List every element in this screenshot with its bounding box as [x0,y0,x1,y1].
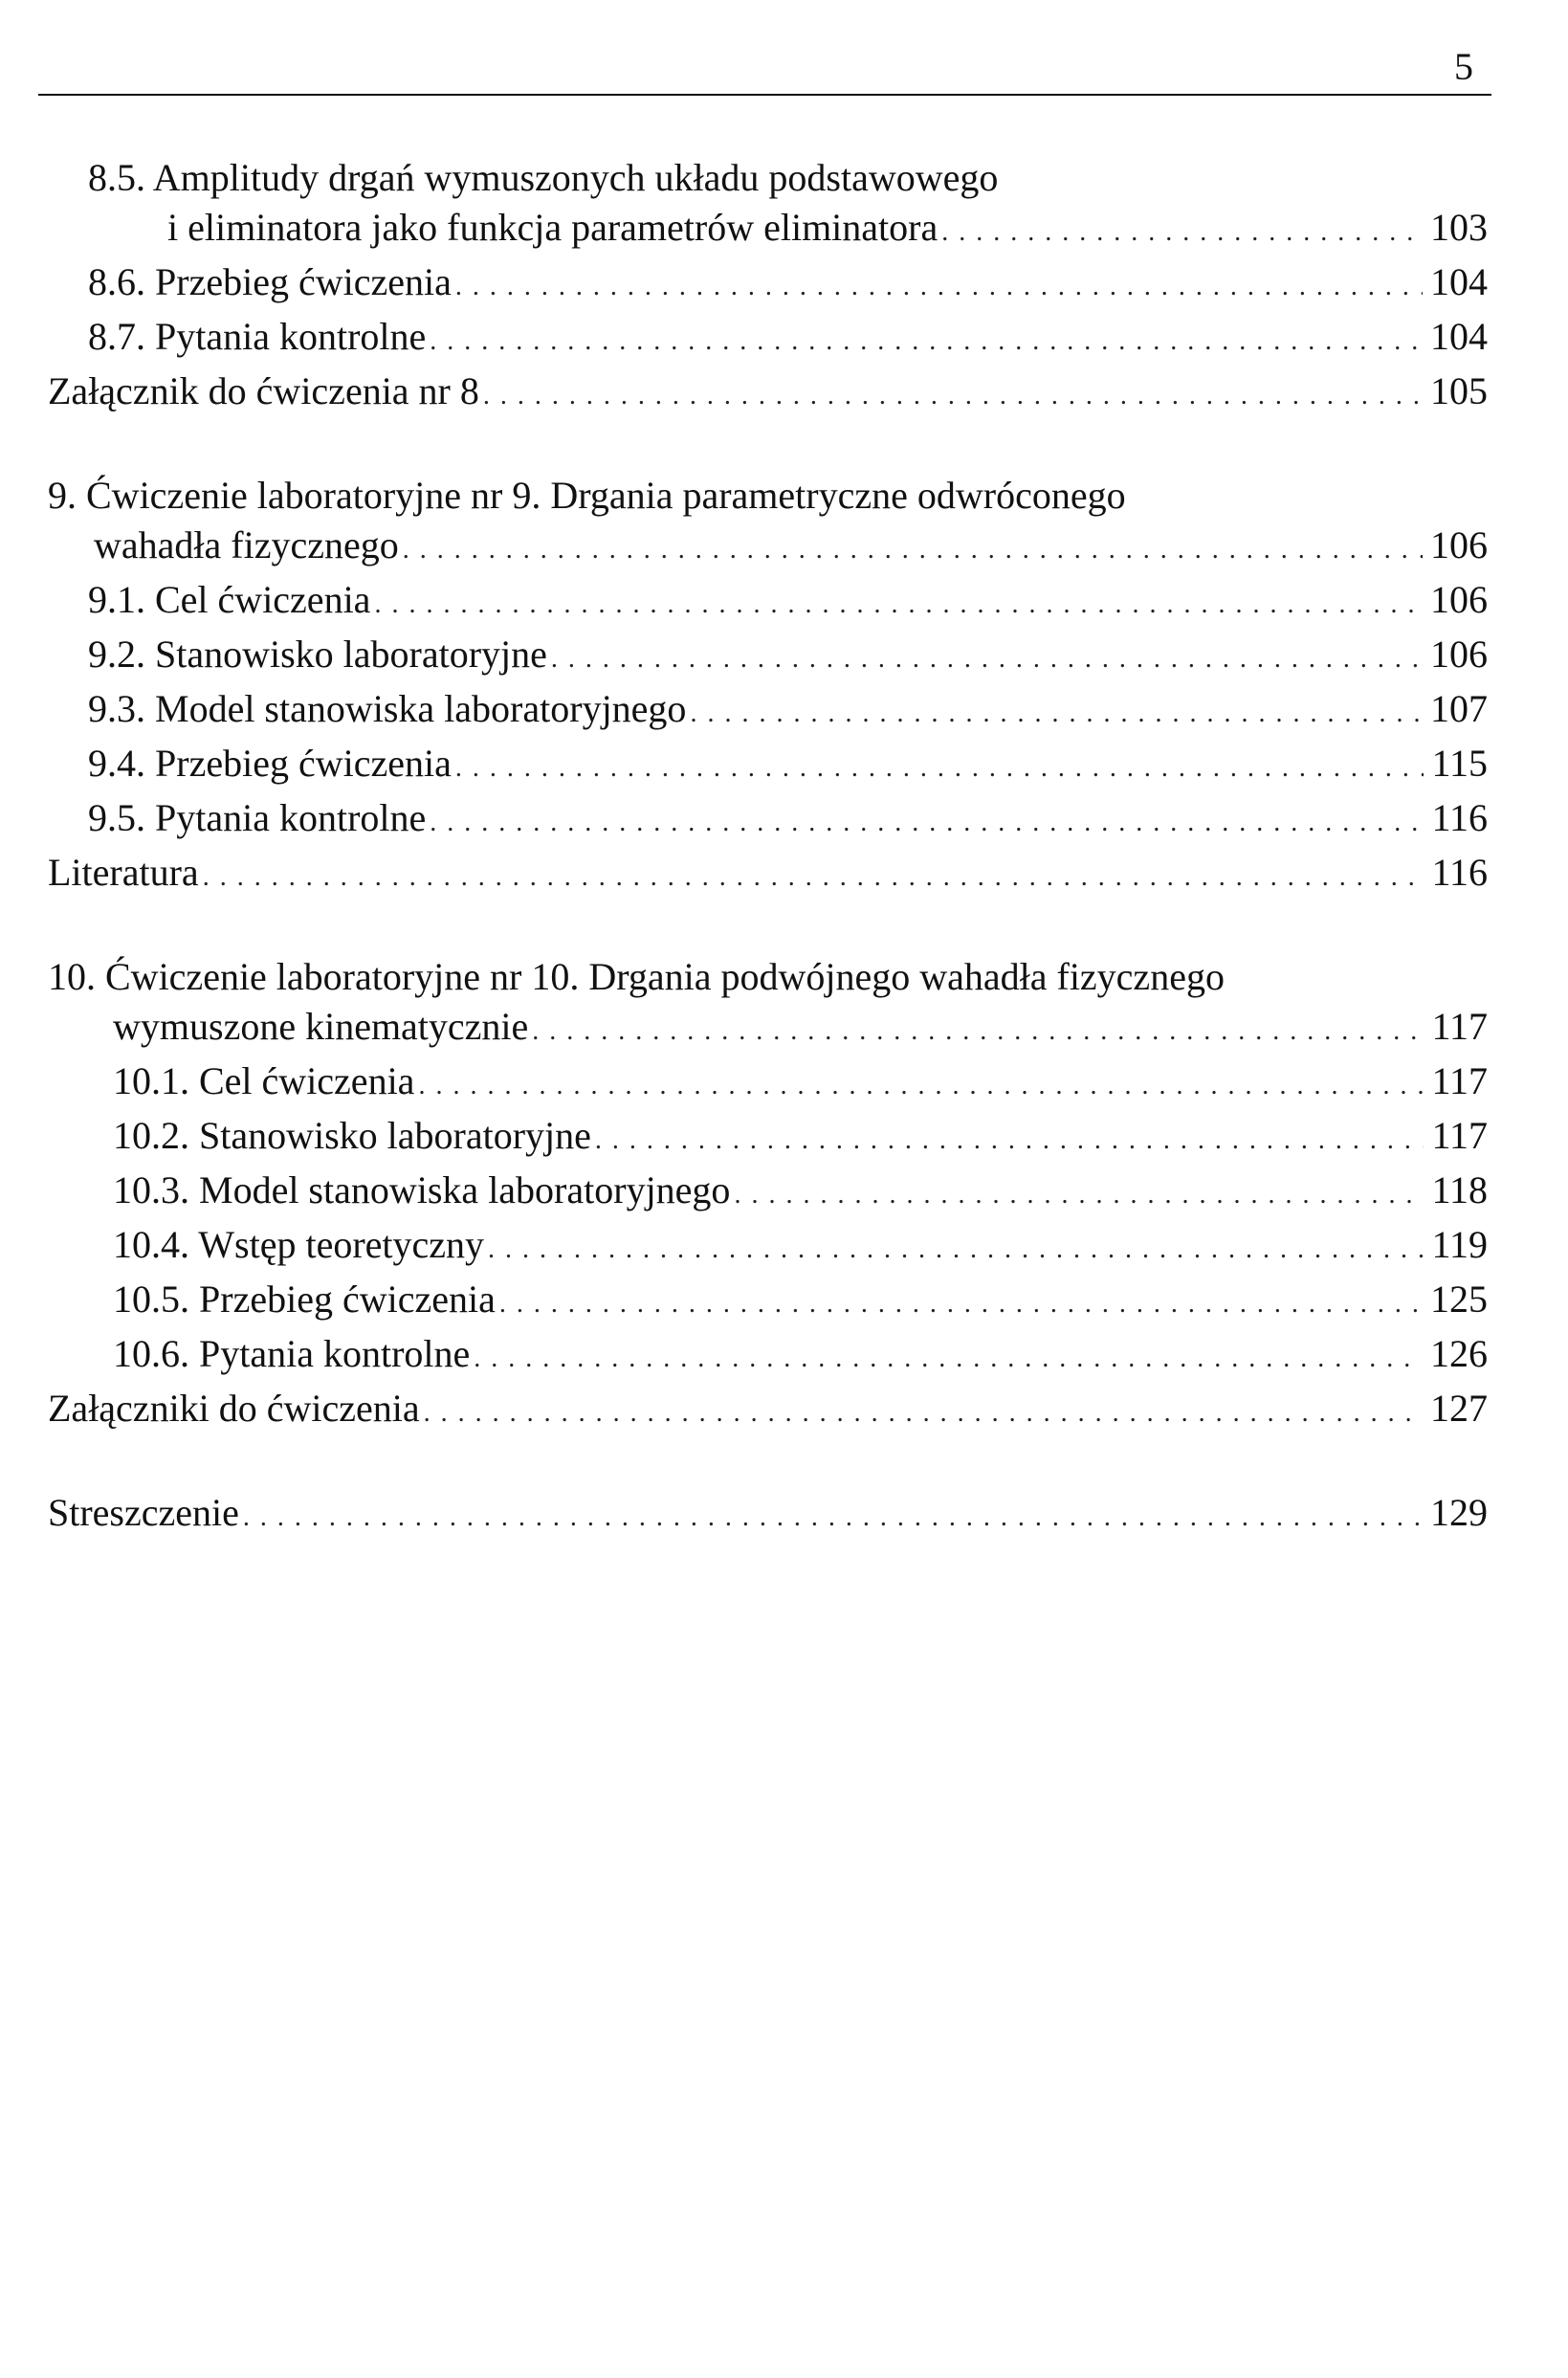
toc-entry [48,312,1488,367]
toc-chapter-title-line: 10. Ćwiczenie laboratoryjne nr 10. Drgania podwójnego wahadła fizycznego [48,955,1225,998]
toc-entry-page: 126 [1430,1332,1488,1375]
toc-entry-page: 106 [1430,523,1488,567]
toc-entry [48,575,1488,630]
dot-leader [483,371,1423,421]
toc-entry-title: 10.3. Model stanowiska laboratoryjnego [113,1168,731,1211]
toc-entry [48,684,1488,739]
toc-entry-page: 118 [1431,1168,1488,1211]
toc-entry-title: 9.5. Pytania kontrolne [88,796,427,839]
toc-entry-title: 10.5. Przebieg ćwiczenia [113,1278,496,1321]
toc-entry [48,1002,1488,1056]
toc-entry-page: 104 [1430,315,1488,358]
toc-entry-title: Załączniki do ćwiczenia [48,1387,420,1430]
toc-entry [48,1488,1488,1543]
toc-entry-title: i eliminatora jako funkcja parametrów eliminatora [167,206,939,249]
toc-entry-title-line: 8.5. Amplitudy drgań wymuszonych układu podstawowego [88,156,999,199]
toc-entry [48,1220,1488,1275]
dot-leader [551,634,1423,684]
toc-entry-title: wymuszone kinematycznie [113,1005,529,1048]
dot-leader [203,853,1424,902]
dot-leader [418,1061,1424,1111]
toc-entry [48,1329,1488,1384]
toc-chapter-title-line: 9. Ćwiczenie laboratoryjne nr 9. Drgania parametryczne odwróconego [48,474,1126,517]
toc-entry-page: 117 [1431,1114,1488,1157]
dot-leader [430,798,1424,848]
toc-entry-title: 9.3. Model stanowiska laboratoryjnego [88,687,687,730]
toc-entry [48,848,1488,902]
toc-entry-page: 104 [1430,260,1488,303]
toc-entry-title: 9.4. Przebieg ćwiczenia [88,742,452,785]
toc-entry-page: 116 [1431,796,1488,839]
toc-entry-page: 116 [1431,851,1488,894]
dot-leader [532,1007,1424,1056]
toc-entry-title: Literatura [48,851,199,894]
section-gap [48,421,1488,471]
toc-entry-title: 9.1. Cel ćwiczenia [88,578,371,621]
toc-entry-title: Załącznik do ćwiczenia nr 8 [48,369,479,412]
toc-entry-page: 117 [1431,1059,1488,1102]
toc-entry [48,1275,1488,1329]
toc-entry-title: Streszczenie [48,1491,239,1534]
toc-entry-title: wahadła fizycznego [94,523,399,567]
header-rule [38,94,1491,96]
toc-entry [48,1166,1488,1220]
dot-leader [243,1493,1423,1543]
dot-leader [455,262,1423,312]
toc-entry-title: 8.6. Przebieg ćwiczenia [88,260,452,303]
toc-entry-title: 10.4. Wstęp teoretyczny [113,1223,485,1266]
dot-leader [403,525,1423,575]
dot-leader [941,208,1423,257]
dot-leader [424,1389,1423,1438]
dot-leader [488,1225,1424,1275]
toc-entry [48,367,1488,421]
toc-entry-page: 127 [1430,1387,1488,1430]
toc-entry [48,1384,1488,1438]
toc-entry [48,1111,1488,1166]
toc-entry-page: 115 [1431,742,1488,785]
toc-entry [48,793,1488,848]
toc-entry-page: 105 [1430,369,1488,412]
page-number: 5 [1454,45,1473,88]
dot-leader [455,744,1424,793]
toc-entry [48,1056,1488,1111]
toc-entry-page: 119 [1431,1223,1488,1266]
toc-entry-title: 9.2. Stanowisko laboratoryjne [88,633,547,676]
toc-entry-title: 10.1. Cel ćwiczenia [113,1059,415,1102]
toc-entry-page: 106 [1430,633,1488,676]
dot-leader [474,1334,1423,1384]
dot-leader [374,580,1423,630]
toc-entry-title: 8.7. Pytania kontrolne [88,315,427,358]
toc-entry-title: 10.2. Stanowisko laboratoryjne [113,1114,591,1157]
toc-entry-page: 129 [1430,1491,1488,1534]
table-of-contents [48,153,1488,1543]
toc-entry-page: 125 [1430,1278,1488,1321]
toc-entry [48,203,1488,257]
section-gap [48,902,1488,952]
toc-entry [48,630,1488,684]
dot-leader [499,1279,1423,1329]
dot-leader [734,1170,1424,1220]
toc-entry [48,739,1488,793]
toc-entry [48,521,1488,575]
toc-entry-page: 106 [1430,578,1488,621]
toc-entry-page: 117 [1431,1005,1488,1048]
dot-leader [690,689,1423,739]
dot-leader [430,317,1423,367]
toc-entry-page: 107 [1430,687,1488,730]
toc-entry-page: 103 [1430,206,1488,249]
toc-entry-title: 10.6. Pytania kontrolne [113,1332,471,1375]
dot-leader [595,1116,1424,1166]
section-gap [48,1438,1488,1488]
toc-entry [48,257,1488,312]
